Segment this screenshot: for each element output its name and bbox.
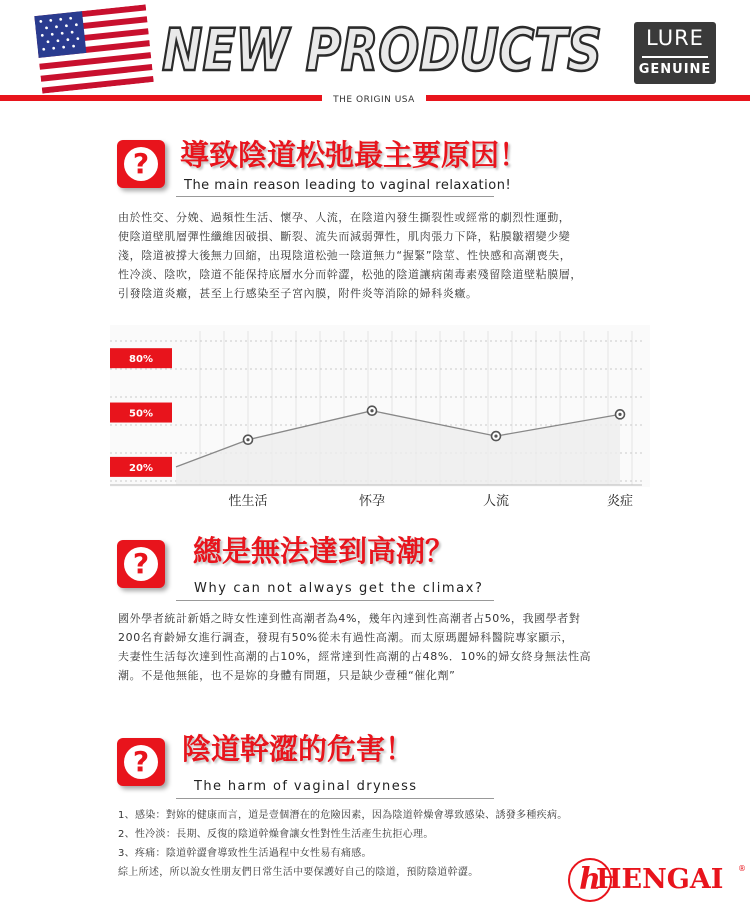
badge-genuine-text: GENUINE <box>638 62 712 77</box>
chart-point-center <box>494 434 497 437</box>
american-flag-icon <box>34 4 154 93</box>
paragraph-line: 淺，陰道被撐大後無力回縮，出現陰道松弛一陰道無力“握緊”陰莖、性快感和高潮喪失， <box>118 249 572 262</box>
paragraph-line: 1、感染：對妳的健康而言，道是壹個潛在的危險因素，因為陰道幹燥會導致感染、誘發多種疾病。 <box>118 810 568 821</box>
section1-subtitle: The main reason leading to vaginal relaxation! <box>184 178 512 193</box>
paragraph-line: 3、疼痛：陰道幹澀會導致性生活過程中女性易有痛感。 <box>118 848 372 859</box>
badge-divider <box>642 56 708 58</box>
origin-label: THE ORIGIN USA <box>322 93 426 107</box>
chart-xtick-label: 性生活 <box>228 494 268 509</box>
section1-title: 導致陰道松弛最主要原因！ <box>180 138 529 172</box>
badge-lure-text: LURE <box>646 26 704 50</box>
section3-title: 陰道幹澀的危害！ <box>182 732 415 766</box>
section2-subtitle: Why can not always get the climax? <box>194 581 484 596</box>
paragraph-line: 綜上所述，所以說女性朋友們日常生活中要保護好自己的陰道，預防陰道幹澀。 <box>118 867 479 878</box>
paragraph-line: 引發陰道炎癥，甚至上行感染至子宮內膜，附件炎等消除的婦科炎癥。 <box>118 287 478 300</box>
line-chart <box>110 325 650 510</box>
paragraph-line: 由於性交、分娩、過頻性生活、懷孕、人流，在陰道內發生撕裂性或經常的劇烈性運動， <box>118 211 571 224</box>
section1-title-rule <box>176 196 494 197</box>
section1-paragraph <box>118 208 582 303</box>
hengai-wordmark: HENGAI <box>596 864 724 895</box>
registered-mark: ® <box>738 864 746 873</box>
section3-paragraph <box>118 806 568 882</box>
chart-point-center <box>370 409 373 412</box>
chart-xtick-label: 炎症 <box>606 494 634 509</box>
chart-ytick-label: 80% <box>129 354 153 366</box>
section3-subtitle: The harm of vaginal dryness <box>194 779 418 794</box>
paragraph-line: 2、性冷淡：長期、反復的陰道幹燥會讓女性對性生活產生抗拒心理。 <box>118 829 434 840</box>
paragraph-line: 性冷淡、陰吹，陰道不能保持底層水分而幹澀，松弛的陰道讓病菌毒素殘留陰道壁粘膜層， <box>118 268 582 281</box>
paragraph-line: 夫妻性生活每次達到性高潮的占10%，經常達到性高潮的占48%．10%的婦女終身無法性高 <box>118 650 592 663</box>
hengai-h-icon: h <box>568 858 612 902</box>
headline-new-products <box>158 14 608 78</box>
chart-xtick-label: 怀孕 <box>358 494 386 509</box>
paragraph-line: 潮。不是他無能，也不是妳的身體有問題，只是缺少壹種“催化劑” <box>118 669 456 682</box>
chart-ytick-label: 50% <box>129 408 153 420</box>
chart-ytick-label: 20% <box>129 462 153 474</box>
paragraph-line: 200名育齡婦女進行調查，發現有50%從未有過性高潮。而太原瑪麗婦科醫院專家顯示， <box>118 631 574 644</box>
chart-xtick-label: 人流 <box>482 494 510 509</box>
question-mark-icon: ? <box>117 540 165 588</box>
hengai-logo <box>568 858 748 904</box>
header-rule-left <box>0 95 326 101</box>
section2-paragraph <box>118 609 591 685</box>
header-rule-right <box>424 95 750 101</box>
question-mark-icon: ? <box>117 140 165 188</box>
question-mark-icon: ? <box>117 738 165 786</box>
chart-point-center <box>618 413 621 416</box>
paragraph-line: 使陰道壁肌層彈性纖維因破損、斷裂、流失而減弱彈性，肌肉張力下降，粘膜皺褶變少變 <box>118 230 571 243</box>
paragraph-line: 國外學者統計新婚之時女性達到性高潮者為4%，幾年內達到性高潮者占50%，我國學者對 <box>118 612 581 625</box>
section2-title-rule <box>176 600 494 601</box>
svg-text:NEW PRODUCTS: NEW PRODUCTS <box>162 16 602 78</box>
section2-title: 總是無法達到高潮？ <box>193 534 455 568</box>
chart-point-center <box>246 438 249 441</box>
section3-title-rule <box>176 798 494 799</box>
lure-genuine-badge <box>634 22 716 84</box>
